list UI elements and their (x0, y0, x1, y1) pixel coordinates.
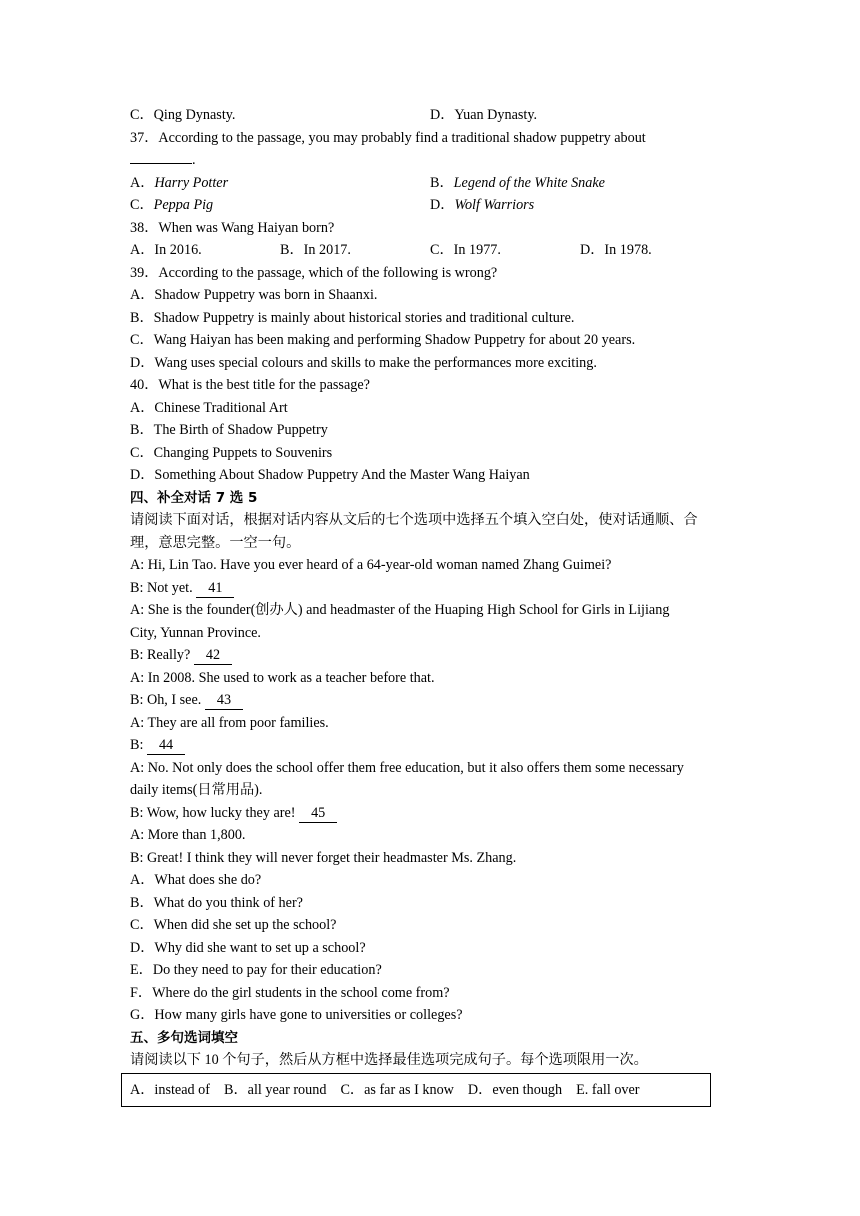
q37-option-c: C．Peppa Pig (130, 197, 214, 213)
section4-option: C．When did she set up the school? (130, 917, 337, 933)
q38-option-b: B．In 2017. (280, 242, 351, 258)
dialogue-line: City, Yunnan Province. (130, 624, 261, 641)
q39-option-d: D．Wang uses special colours and skills to make the performances more exciting. (130, 354, 597, 371)
q37-stem: 37．According to the passage, you may probably find a traditional shadow puppetry about (130, 129, 646, 146)
dialogue-line: B: Wow, how lucky they are! 45 (130, 802, 730, 825)
blank-44: 44 (147, 737, 185, 755)
q40-option-a: A．Chinese Traditional Art (130, 399, 288, 416)
dialogue-line: A: In 2008. She used to work as a teacher before that. (130, 669, 435, 686)
dialogue-line: A: No. Not only does the school offer them free education, but it also offers them some necessary (130, 759, 684, 776)
q37-blank-line (130, 149, 730, 172)
box-option-b: B．all year round (224, 1082, 327, 1098)
q38-options (130, 239, 730, 262)
dialogue-line: A: Hi, Lin Tao. Have you ever heard of a 64-year-old woman named Zhang Guimei? (130, 557, 612, 573)
dialogue-line: B: Not yet. 41 (130, 577, 730, 600)
dialogue-line: B: 44 (130, 734, 730, 757)
q38-stem: 38．When was Wang Haiyan born? (130, 219, 335, 236)
section5-instruction: 请阅读以下 10 个句子，然后从方框中选择最佳选项完成句子。每个选项限用一次。 (130, 1052, 648, 1068)
q39-option-c: C．Wang Haiyan has been making and performing Shadow Puppetry for about 20 years. (130, 332, 636, 348)
q40-stem: 40．What is the best title for the passage? (130, 377, 370, 393)
q37-option-a: A．Harry Potter (130, 174, 229, 191)
q39-stem: 39．According to the passage, which of the following is wrong? (130, 264, 498, 281)
q37-blank (130, 163, 192, 164)
q36-options-cd (130, 104, 730, 127)
q40-option-c: C．Changing Puppets to Souvenirs (130, 444, 333, 461)
box-option-c: C．as far as I know (340, 1082, 454, 1098)
section4-option: B．What do you think of her? (130, 894, 303, 911)
q36-option-c: C．Qing Dynasty. (130, 107, 236, 123)
q36-option-d: D．Yuan Dynasty. (430, 107, 538, 123)
box-option-d: D．even though (467, 1082, 563, 1098)
q37-options-cd (130, 194, 730, 217)
q37-blank-end: . (192, 152, 196, 168)
section4-option: E．Do they need to pay for their education? (130, 962, 382, 978)
q37-option-b: B．Legend of the White Snake (430, 174, 605, 191)
section4-instruction-line1: 请阅读下面对话，根据对话内容从文后的七个选项中选择五个填入空白处，使对话通顺、合 (130, 512, 698, 528)
q40-option-b: B．The Birth of Shadow Puppetry (130, 422, 328, 438)
section4-option: A．What does she do? (130, 872, 262, 888)
dialogue-line: A: More than 1,800. (130, 827, 246, 843)
dialogue-line: B: Oh, I see. 43 (130, 689, 730, 712)
dialogue-line: B: Great! I think they will never forget their headmaster Ms. Zhang. (130, 849, 517, 866)
q38-option-d: D．In 1978. (580, 242, 652, 258)
section4-option: F．Where do the girl students in the school come from? (130, 984, 450, 1001)
q38-option-c: C．In 1977. (430, 242, 501, 258)
section5-heading: 五、多句选词填空 (130, 1029, 238, 1046)
blank-43: 43 (205, 692, 243, 710)
word-choice-box (121, 1073, 711, 1107)
blank-45: 45 (299, 805, 337, 823)
box-option-e: E. fall over (576, 1082, 640, 1098)
section4-instruction-line2: 理，意思完整。一空一句。 (130, 534, 301, 551)
q38-option-a: A．In 2016. (130, 242, 202, 258)
blank-41: 41 (196, 580, 234, 598)
q37-option-d: D．Wolf Warriors (430, 197, 535, 213)
blank-42: 42 (194, 647, 232, 665)
document-page (130, 104, 730, 1072)
dialogue-line: A: She is the founder(创办人) and headmaster of the Huaping High School for Girls in Lijiang (130, 602, 670, 618)
q37-options-ab (130, 172, 730, 195)
section4-option: D．Why did she want to set up a school? (130, 939, 366, 956)
q39-option-a: A．Shadow Puppetry was born in Shaanxi. (130, 287, 378, 303)
dialogue-line: A: They are all from poor families. (130, 714, 329, 731)
section4-option: G．How many girls have gone to universities or colleges? (130, 1007, 463, 1023)
dialogue-line: B: Really? 42 (130, 644, 730, 667)
box-option-a: A．instead of (130, 1082, 210, 1098)
q40-option-d: D．Something About Shadow Puppetry And the Master Wang Haiyan (130, 467, 530, 483)
dialogue-line: daily items(日常用品). (130, 782, 263, 798)
section4-heading: 四、补全对话 7 选 5 (130, 489, 258, 506)
q39-option-b: B．Shadow Puppetry is mainly about historical stories and traditional culture. (130, 309, 575, 326)
